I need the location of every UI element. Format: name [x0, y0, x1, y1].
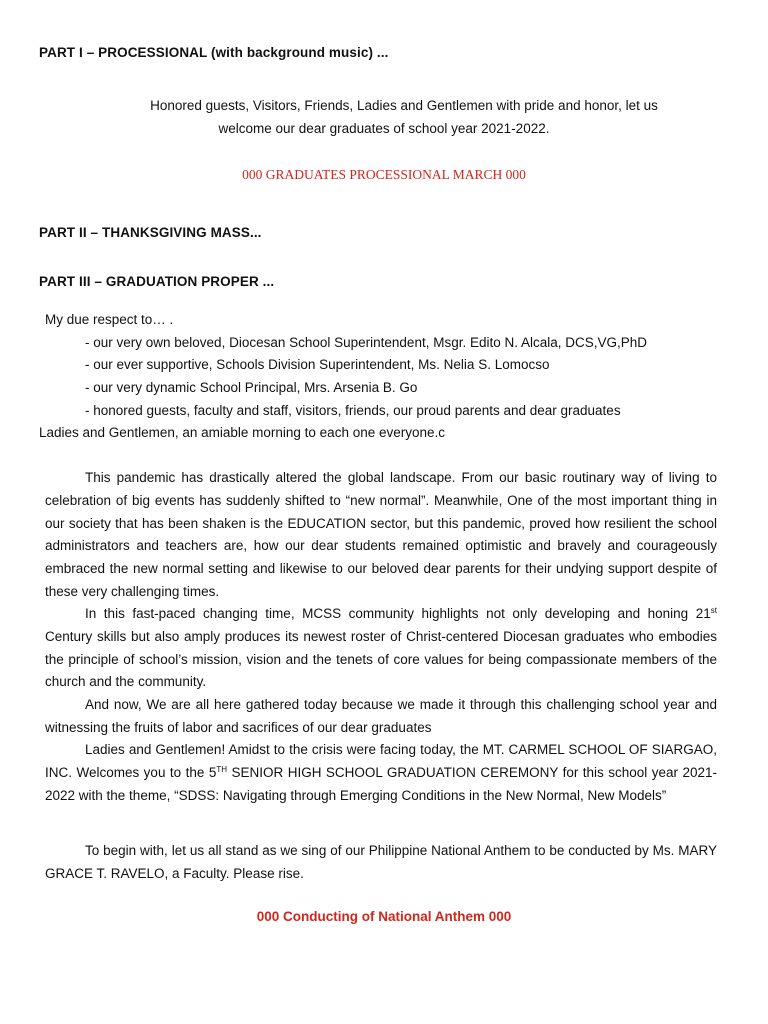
part3-heading: PART III – GRADUATION PROPER ... — [39, 274, 275, 289]
ordinal-superscript: TH — [216, 764, 228, 774]
respect-item: - our ever supportive, Schools Division Superintendent, Ms. Nelia S. Lomocso — [85, 357, 550, 372]
paragraph-welcome-ceremony — [45, 739, 717, 807]
paragraph-gathered-today: And now, We are all here gathered today because we made it through this challenging school year and witnessing the fruits of labor and sacrifices of our dear graduates — [45, 697, 717, 735]
welcome-line-1: Honored guests, Visitors, Friends, Ladies and Gentlemen with pride and honor, let us — [150, 98, 658, 113]
anthem-cue: 000 Conducting of National Anthem 000 — [256, 909, 512, 924]
para2-text-a: In this fast-paced changing time, MCSS community highlights not only developing and honing 21 — [85, 606, 711, 621]
processional-cue: 000 GRADUATES PROCESSIONAL MARCH 000 — [242, 167, 526, 182]
respect-item: - honored guests, faculty and staff, visitors, friends, our proud parents and dear graduates — [85, 403, 621, 418]
paragraph-mcss-community — [45, 603, 717, 694]
para2-text-b: Century skills but also amply produces its newest roster of Christ-centered Diocesan graduates who embodies the principle of school’s mission, vision and the tenets of core values for being compassionate members of the church and the community. — [45, 628, 717, 690]
para4-text-b: SENIOR HIGH SCHOOL GRADUATION CEREMONY for this school year 2021-2022 with the theme, “SDSS: Navigating through Emerging Conditions in the New Normal, New Models” — [45, 764, 717, 803]
part1-heading: PART I – PROCESSIONAL (with background music) ... — [39, 45, 389, 60]
respect-intro: My due respect to… . — [45, 312, 174, 327]
paragraph-national-anthem: To begin with, let us all stand as we sing of our Philippine National Anthem to be conducted by Ms. MARY GRACE T. RAVELO, a Faculty. Please rise. — [45, 843, 717, 881]
part2-heading: PART II – THANKSGIVING MASS... — [39, 225, 262, 240]
greeting-line: Ladies and Gentlemen, an amiable morning to each one everyone.c — [39, 425, 446, 440]
para4-text-a: Ladies and Gentlemen! Amidst to the crisis were facing today, the MT. CARMEL SCHOOL OF SIARGAO, INC. Welcomes you to the 5 — [45, 742, 717, 780]
paragraph-pandemic: This pandemic has drastically altered the global landscape. From our basic routinary way of living to celebration of big events has suddenly shifted to “new normal”. Meanwhile, One of the most important thing in our society that has been shaken is the EDUCATION sector, but this pandemic, proved how resilient the school administrators and teachers are, how our dear students remained optimistic and bravely and courageously embraced the new normal setting and likewise to our beloved dear parents for their undying support despite of these very challenging times. — [45, 470, 717, 599]
respect-item: - our very dynamic School Principal, Mrs. Arsenia B. Go — [85, 380, 418, 395]
welcome-line-2: welcome our dear graduates of school year 2021-2022. — [218, 121, 550, 136]
ordinal-superscript: st — [710, 606, 717, 615]
respect-item: - our very own beloved, Diocesan School Superintendent, Msgr. Edito N. Alcala, DCS,VG,PhD — [85, 335, 648, 350]
